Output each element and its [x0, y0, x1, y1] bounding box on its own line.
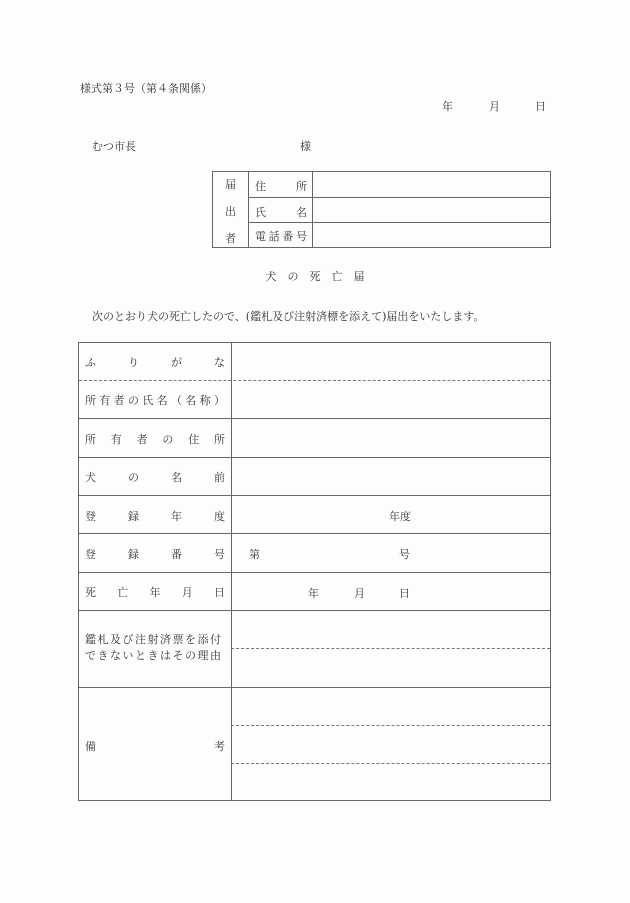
death-date-day: 日: [399, 587, 410, 600]
dog-name-label: 犬 の 名 前: [85, 471, 225, 484]
registration-year-field[interactable]: [232, 495, 550, 533]
remarks-label: 備 考: [85, 740, 225, 753]
reason-field-line-2[interactable]: [232, 648, 550, 687]
registration-number-label: 登 録 番 号: [85, 548, 225, 561]
applicant-group-label: [213, 172, 249, 247]
owner-address-field[interactable]: [232, 418, 550, 457]
remarks-field-line-1[interactable]: [232, 687, 550, 725]
owner-name-field[interactable]: [232, 380, 550, 418]
applicant-phone-label: 電 話 番 号: [255, 230, 307, 243]
applicant-group-char: 者: [225, 232, 236, 245]
reason-label: 鑑札及び注射済票を添付 できないときはその理由: [85, 633, 223, 662]
applicant-group-char: 届: [225, 178, 236, 191]
applicant-name-field[interactable]: [313, 197, 550, 222]
applicant-group-char: 出: [225, 205, 236, 218]
death-date-field[interactable]: [232, 572, 550, 610]
remarks-field-line-2[interactable]: [232, 725, 550, 763]
dog-death-form-table: [78, 342, 551, 801]
intro-text: 次のとおり犬の死亡したので、(鑑札及び注射済標を添えて)届出をいたします。: [92, 310, 485, 323]
date-year-label: 年: [442, 100, 453, 113]
applicant-phone-field[interactable]: [313, 222, 550, 247]
owner-address-label: 所 有 者 の 住 所: [85, 433, 225, 446]
applicant-address-field[interactable]: [313, 172, 550, 197]
registration-number-prefix: 第: [249, 548, 260, 561]
addressee: むつ市長: [92, 140, 136, 153]
document-title: 犬 の 死 亡 届: [265, 270, 365, 283]
date-day-label: 日: [535, 100, 546, 113]
death-date-year: 年: [308, 587, 319, 600]
registration-year-label: 登 録 年 度: [85, 510, 225, 523]
form-number: 様式第３号（第４条関係）: [80, 82, 212, 95]
honorific: 様: [300, 140, 311, 153]
registration-year-suffix: 年度: [389, 510, 411, 523]
furigana-label: ふ り が な: [85, 356, 225, 369]
applicant-address-label: 住 所: [255, 180, 307, 193]
remarks-field-line-3[interactable]: [232, 763, 550, 801]
applicant-table: [212, 171, 551, 248]
date-month-label: 月: [489, 100, 500, 113]
applicant-name-label: 氏 名: [255, 206, 307, 219]
registration-number-field[interactable]: [232, 533, 550, 572]
death-date-label: 死 亡 年 月 日: [85, 586, 225, 599]
dog-name-field[interactable]: [232, 457, 550, 495]
furigana-field[interactable]: [232, 343, 550, 380]
registration-number-suffix: 号: [399, 548, 410, 561]
owner-name-label: 所 有 者 の 氏 名 （ 名 称 ）: [85, 394, 225, 407]
reason-field-line-1[interactable]: [232, 610, 550, 648]
death-date-month: 月: [354, 587, 365, 600]
